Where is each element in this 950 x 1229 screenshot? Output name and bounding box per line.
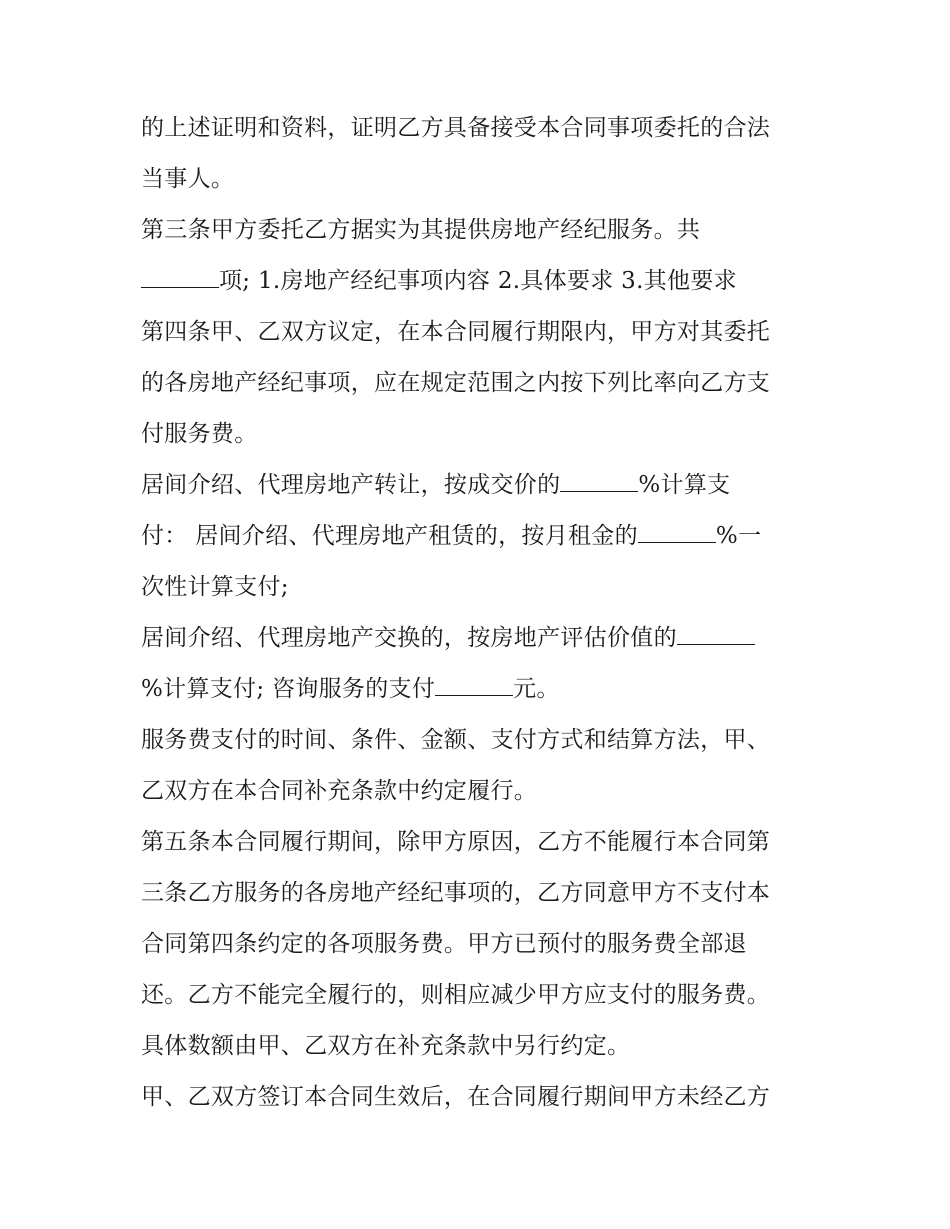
- text-line: 还。乙方不能完全履行的，则相应减少甲方应支付的服务费。: [141, 982, 771, 1008]
- text-line: 第三条甲方委托乙方据实为其提供房地产经纪服务。共: [141, 217, 701, 243]
- line-text: 付： 居间介绍、代理房地产租赁的，按月租金的: [141, 523, 638, 549]
- fill-blank: [141, 267, 219, 288]
- text-line: 的各房地产经纪事项，应在规定范围之内按下列比率向乙方支: [141, 370, 771, 396]
- line-text: %计算支: [638, 472, 731, 498]
- text-line: 乙双方在本合同补充条款中约定履行。: [141, 778, 538, 804]
- text-line: 次性计算支付;: [141, 574, 289, 600]
- line-text: 居间介绍、代理房地产交换的，按房地产评估价值的: [141, 625, 677, 651]
- fill-blank: [560, 471, 638, 492]
- line-text: 项; 1.房地产经纪事项内容 2.具体要求 3.其他要求: [219, 268, 737, 294]
- text-line: 具体数额由甲、乙双方在补充条款中另行约定。: [141, 1033, 631, 1059]
- text-line: [141, 266, 737, 296]
- line-text: 元。: [513, 676, 560, 702]
- text-line: 付服务费。: [141, 421, 258, 447]
- fill-blank: [677, 624, 755, 645]
- text-line: 第四条甲、乙双方议定，在本合同履行期限内，甲方对其委托: [141, 319, 771, 345]
- text-line: 合同第四条约定的各项服务费。甲方已预付的服务费全部退: [141, 931, 747, 957]
- fill-blank: [435, 675, 513, 696]
- text-line: [141, 674, 560, 704]
- text-line: [141, 623, 755, 653]
- line-text: %一: [715, 523, 762, 549]
- text-line: 三条乙方服务的各房地产经纪事项的，乙方同意甲方不支付本: [141, 880, 771, 906]
- text-line: 的上述证明和资料，证明乙方具备接受本合同事项委托的合法: [141, 115, 771, 141]
- text-line: 当事人。: [141, 166, 235, 192]
- text-line: 服务费支付的时间、条件、金额、支付方式和结算方法，甲、: [141, 727, 771, 753]
- text-line: 甲、乙双方签订本合同生效后，在合同履行期间甲方未经乙方: [141, 1084, 771, 1110]
- text-line: [141, 521, 761, 551]
- text-line: 第五条本合同履行期间，除甲方原因，乙方不能履行本合同第: [141, 829, 771, 855]
- line-text: 居间介绍、代理房地产转让，按成交价的: [141, 472, 561, 498]
- text-line: [141, 470, 730, 500]
- line-text: %计算支付; 咨询服务的支付: [141, 676, 436, 702]
- fill-blank: [638, 522, 716, 543]
